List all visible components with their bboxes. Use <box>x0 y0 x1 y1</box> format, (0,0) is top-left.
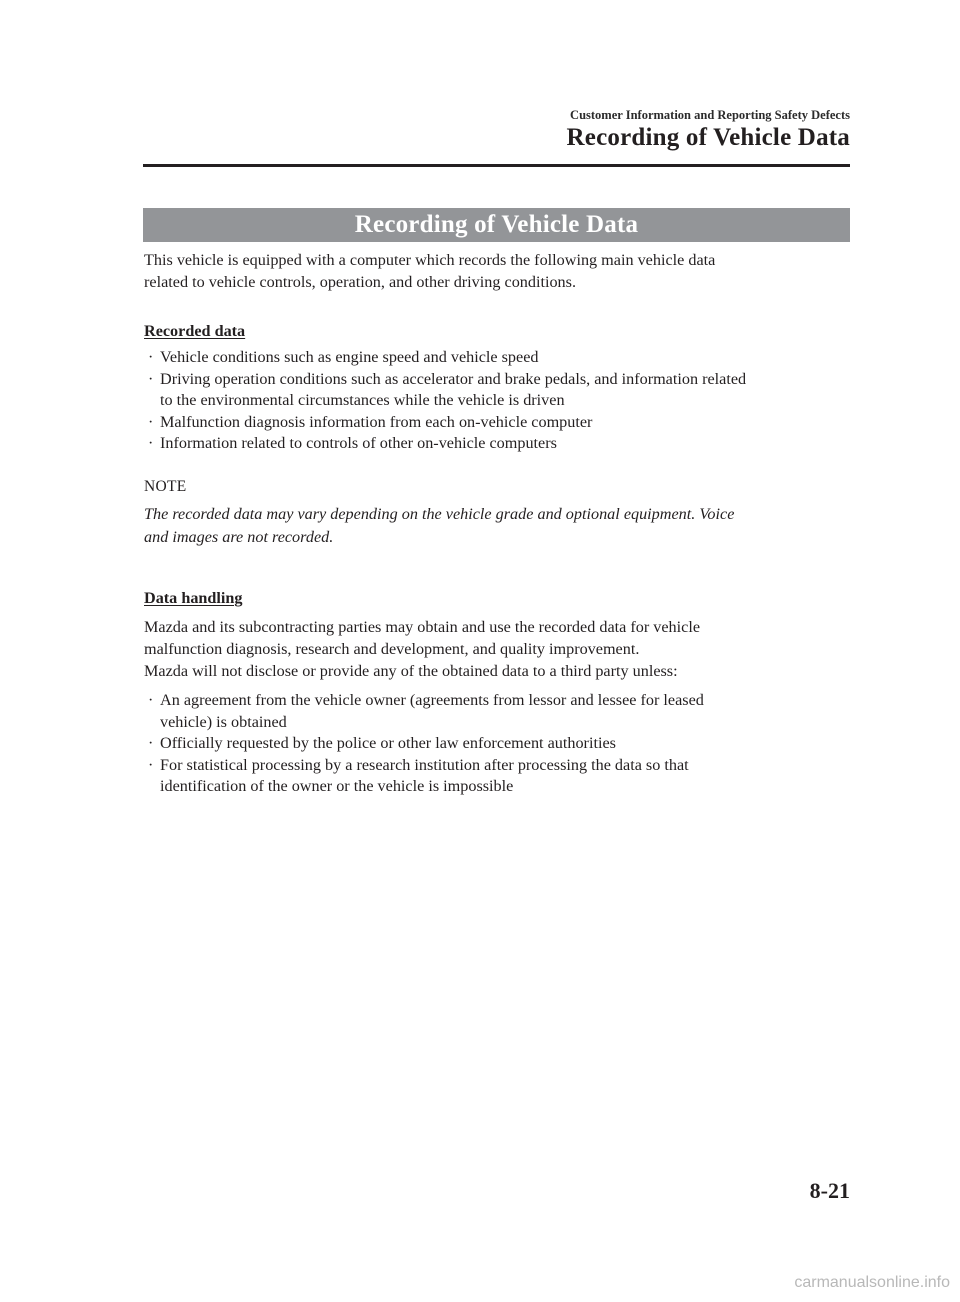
intro-line: This vehicle is equipped with a computer which records the following main vehicle data <box>144 251 716 269</box>
intro-paragraph <box>144 249 850 293</box>
intro-line: related to vehicle controls, operation, and other driving conditions. <box>144 273 576 291</box>
bullet-icon: · <box>148 349 154 366</box>
note-label: NOTE <box>144 478 187 495</box>
list-item-line: An agreement from the vehicle owner (agreements from lessor and lessee for leased <box>160 691 704 709</box>
recorded-data-list <box>148 347 854 455</box>
header-section-label: Customer Information and Reporting Safety Defects <box>570 108 850 122</box>
paragraph-line: Mazda and its subcontracting parties may obtain and use the recorded data for vehicle <box>144 618 701 636</box>
page-number: 8-21 <box>809 1178 850 1203</box>
bullet-icon: · <box>148 692 154 709</box>
list-item-line: vehicle) is obtained <box>160 712 287 731</box>
list-item-line: Driving operation conditions such as accelerator and brake pedals, and information related <box>160 369 747 388</box>
data-handling-list <box>148 690 854 798</box>
paragraph-line: Mazda will not disclose or provide any of the obtained data to a third party unless: <box>144 662 678 680</box>
watermark: carmanualsonline.info <box>794 1274 950 1291</box>
bullet-icon: · <box>148 435 154 453</box>
header-title: Recording of Vehicle Data <box>566 124 850 151</box>
bullet-icon: · <box>148 413 154 431</box>
list-item <box>148 755 854 798</box>
list-item-line: Vehicle conditions such as engine speed and vehicle speed <box>160 348 539 366</box>
list-item <box>148 433 854 455</box>
recorded-data-heading: Recorded data <box>144 322 246 340</box>
bullet-icon: · <box>148 735 154 753</box>
section-title: Recording of Vehicle Data <box>354 211 639 238</box>
data-handling-paragraph <box>144 616 850 682</box>
list-item <box>148 733 854 755</box>
data-handling-heading: Data handling <box>144 589 243 607</box>
list-item <box>148 690 854 733</box>
note-line: and images are not recorded. <box>144 528 334 546</box>
bullet-icon: · <box>148 756 154 774</box>
list-item-line: Officially requested by the police or other law enforcement authorities <box>160 734 616 753</box>
note-line: The recorded data may vary depending on the vehicle grade and optional equipment. Voice <box>144 505 735 523</box>
bullet-icon: · <box>148 370 154 388</box>
list-item-line: Information related to controls of other on-vehicle computers <box>160 434 557 453</box>
list-item-line: to the environmental circumstances while the vehicle is driven <box>160 391 565 410</box>
note-text <box>144 503 850 549</box>
section-title-band <box>143 208 850 242</box>
list-item-line: identification of the owner or the vehicle is impossible <box>160 777 514 796</box>
list-item-line: For statistical processing by a research institution after processing the data so that <box>160 755 689 774</box>
list-item-line: Malfunction diagnosis information from each on-vehicle computer <box>160 412 593 431</box>
list-item <box>148 369 854 412</box>
header-divider <box>143 164 850 167</box>
list-item <box>148 412 854 434</box>
paragraph-line: malfunction diagnosis, research and development, and quality improvement. <box>144 640 640 658</box>
list-item <box>148 347 854 369</box>
